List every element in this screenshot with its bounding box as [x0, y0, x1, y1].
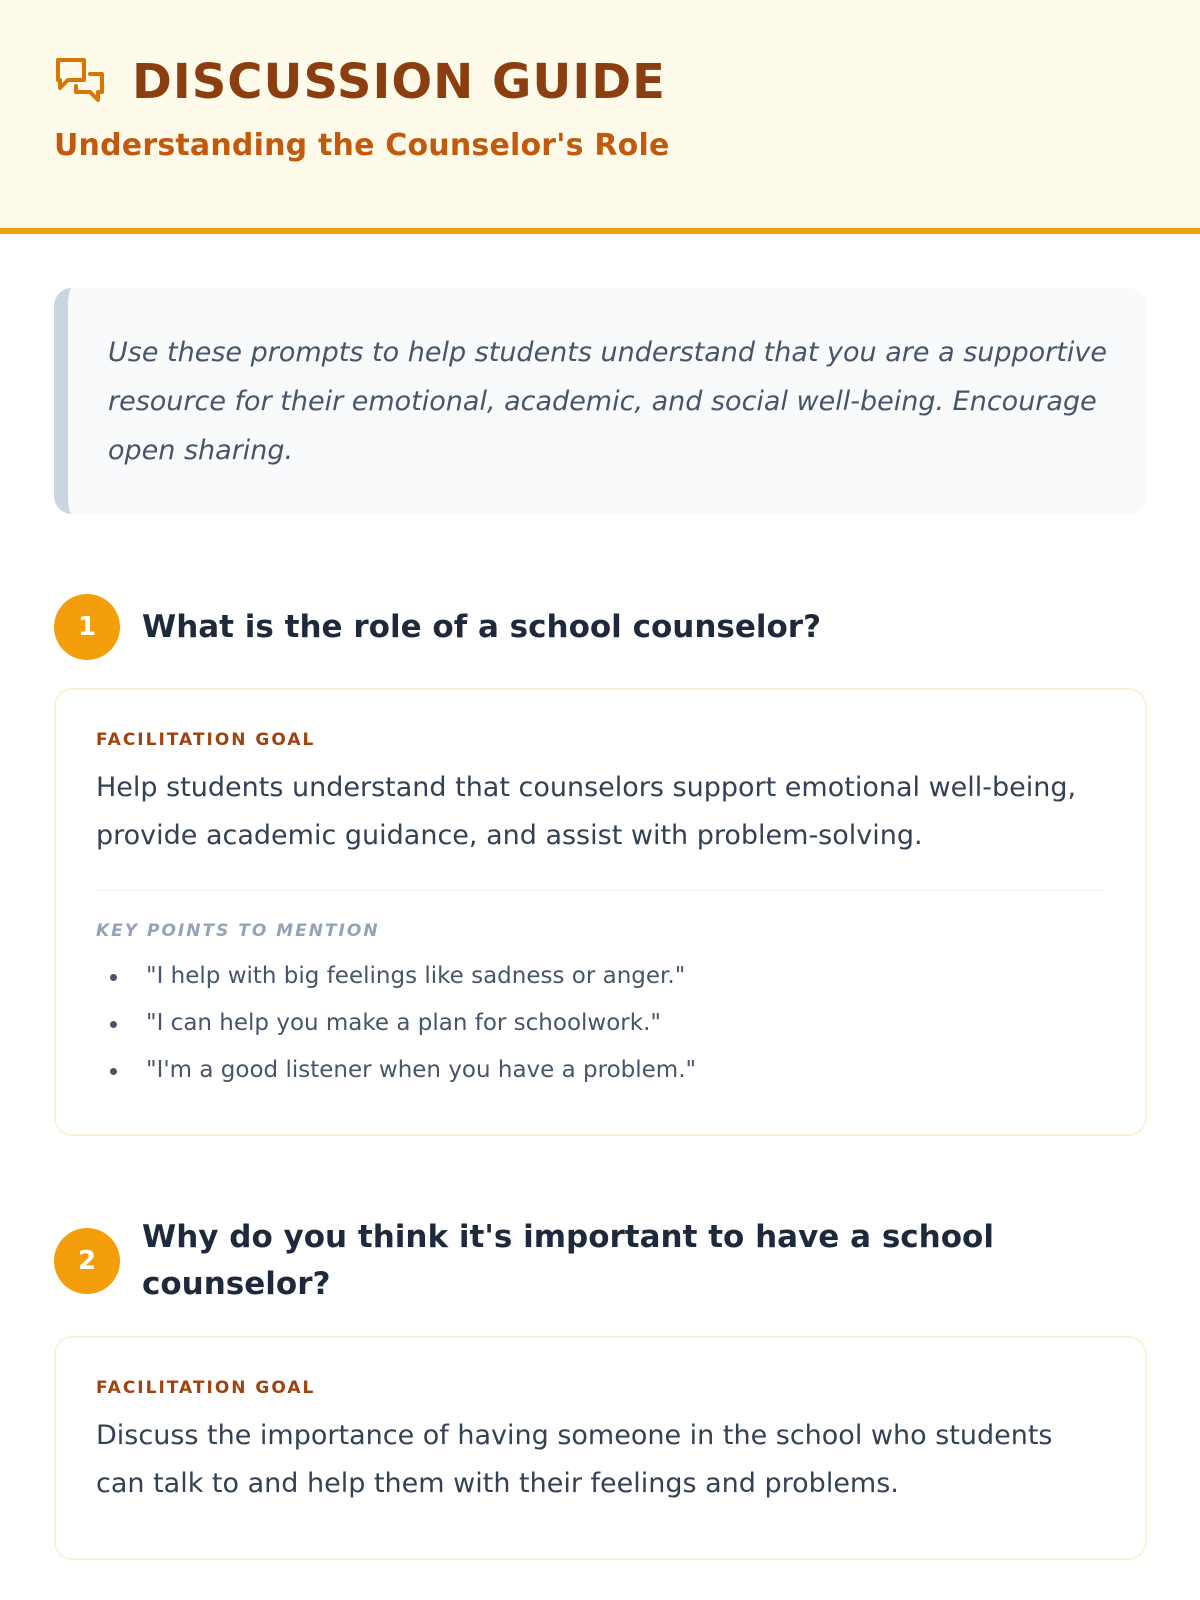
facilitation-goal-text: Discuss the importance of having someone in the school who students can talk to and help them with their feelings and problems. [96, 1420, 1053, 1499]
facilitation-goal-label: FACILITATION GOAL [96, 730, 316, 750]
question-title: Why do you think it's important to have a school counselor? [142, 1219, 994, 1302]
question-title: What is the role of a school counselor? [142, 608, 822, 645]
page-title: DISCUSSION GUIDE [132, 54, 666, 110]
question-1-card [54, 688, 1147, 1136]
title-row [54, 52, 666, 112]
question-2-heading [54, 1214, 1042, 1308]
intro-text: Use these prompts to help students understand that you are a supportive resource for their emotional, academic, and social well-being. Encourage open sharing. [108, 337, 1107, 466]
intro-callout [54, 288, 1147, 514]
question-number-badge: 1 [54, 594, 120, 660]
chat-bubbles-icon [54, 54, 106, 110]
facilitation-goal-text: Help students understand that counselors support emotional well-being, provide academic guidance, and assist with problem-solving. [96, 772, 1077, 851]
facilitation-goal-label: FACILITATION GOAL [96, 1378, 316, 1398]
question-1-heading [54, 594, 1042, 660]
key-points-label: KEY POINTS TO MENTION [96, 921, 380, 941]
question-number-badge: 2 [54, 1228, 120, 1294]
page-header [0, 0, 1200, 234]
card-divider [96, 890, 1105, 891]
question-2-card [54, 1336, 1147, 1560]
key-point-item: "I can help you make a plan for schoolwork." [96, 1000, 1105, 1047]
page-subtitle: Understanding the Counselor's Role [54, 128, 670, 163]
key-point-item: "I help with big feelings like sadness or anger." [96, 953, 1105, 1000]
key-points-list [96, 953, 1105, 1094]
key-point-item: "I'm a good listener when you have a problem." [96, 1047, 1105, 1094]
